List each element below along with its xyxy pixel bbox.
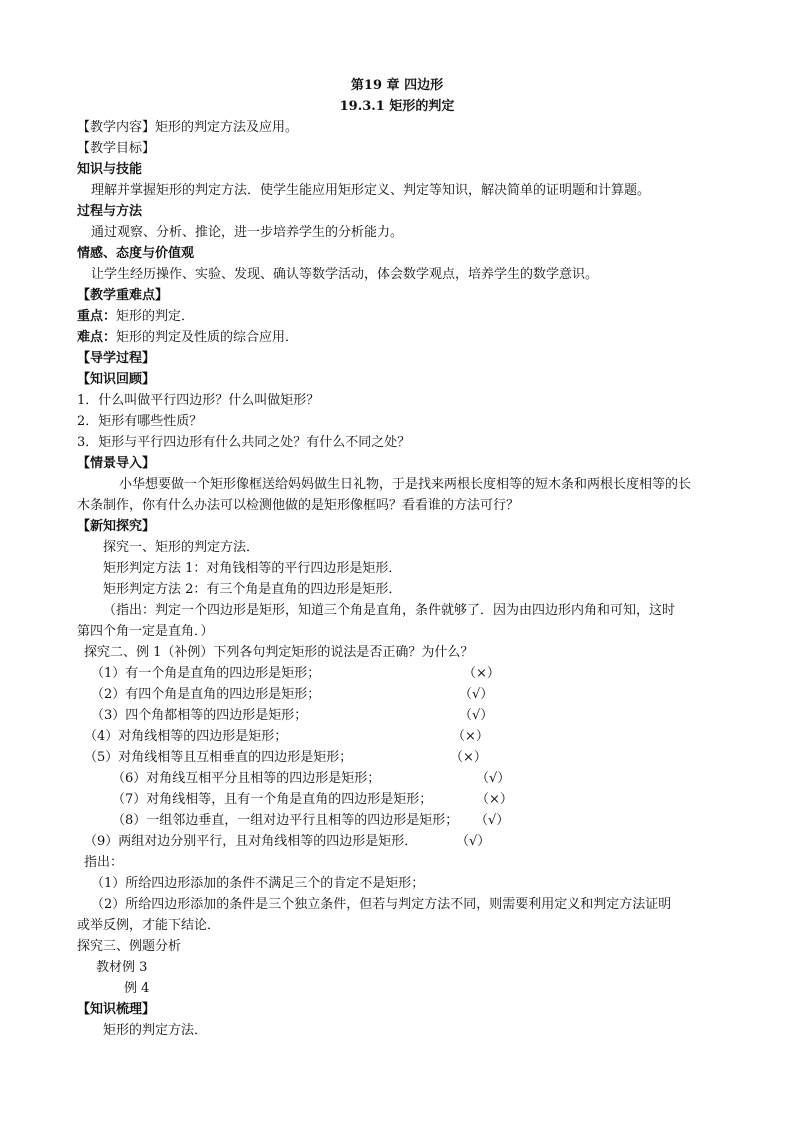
guide-heading: 【导学过程】: [77, 351, 156, 366]
knowledge-text: 理解并掌握矩形的判定方法．使学生能应用矩形定义、判定等知识，解决简单的证明题和计算题。: [91, 183, 651, 198]
process-text: 通过观察、分析、推论，进一步培养学生的分析能力。: [91, 225, 404, 240]
explore3-title: 探究三、例题分析: [77, 939, 182, 954]
keypoints-heading: 【教学重难点】: [77, 288, 169, 303]
judgment-item: （1）有一个角是直角的四边形是矩形；: [91, 666, 321, 681]
key-label: 重点：: [77, 309, 117, 324]
process-heading: 过程与方法: [77, 204, 143, 219]
difficult-point: [77, 327, 298, 348]
explore-heading: 【新知探究】: [77, 519, 156, 534]
judgment-mark: （×）: [476, 792, 513, 807]
review-item: 2．矩形有哪些性质？: [77, 414, 203, 429]
judgment-item: （7）对角线相等，且有一个角是直角的四边形是矩形；: [112, 792, 433, 807]
point-out-label: 指出：: [84, 855, 124, 870]
difficult-text: 矩形的判定及性质的综合应用．: [116, 330, 299, 345]
note-line: （指出：判定一个四边形是矩形，知道三个角是直角，条件就够了．因为由四边形内角和可知，这时: [103, 603, 676, 618]
note-line: 第四个角一定是直角．）: [77, 624, 214, 639]
judgment-mark: （√）: [459, 708, 494, 723]
point-item: 或举反例，才能下结论．: [77, 918, 221, 933]
judgment-item: （9）两组对边分别平行，且对角线相等的四边形是矩形．: [84, 834, 418, 849]
key-point: [77, 306, 194, 327]
example-4: 例 4: [124, 981, 150, 996]
review-item: 1．什么叫做平行四边形？什么叫做矩形？: [77, 393, 320, 408]
scenario-line: 小华想要做一个矩形像框送给妈妈做生日礼物，于是找来两根长度相等的短木条和两根长度相等的长: [119, 477, 692, 492]
judgment-item: （3）四个角都相等的四边形是矩形；: [91, 708, 308, 723]
method-1: 矩形判定方法 1：对角钱相等的平行四边形是矩形．: [103, 561, 402, 576]
judgment-mark: （√）: [475, 813, 510, 828]
key-text: 矩形的判定．: [116, 309, 195, 324]
goals-heading: 【教学目标】: [77, 141, 156, 156]
judgment-mark: （√）: [459, 687, 494, 702]
judgment-mark: （×）: [450, 750, 487, 765]
summary-heading: 【知识梳理】: [77, 1002, 156, 1017]
judgment-mark: （×）: [463, 666, 500, 681]
review-heading: 【知识回顾】: [77, 372, 156, 387]
difficult-label: 难点：: [77, 330, 117, 345]
section-title: 19.3.1 矩形的判定: [339, 99, 455, 114]
judgment-mark: （√）: [456, 834, 491, 849]
explore2-title: 探究二、例 1（补例）下列各句判定矩形的说法是否正确？为什么？: [84, 645, 474, 660]
emotion-heading: 情感、态度与价值观: [77, 246, 195, 261]
summary-text: 矩形的判定方法．: [103, 1023, 208, 1038]
teaching-content: 【教学内容】矩形的判定方法及应用。: [77, 120, 299, 135]
judgment-item: （6）对角线互相平分且相等的四边形是矩形；: [112, 771, 381, 786]
review-item: 3．矩形与平行四边形有什么共同之处？有什么不同之处？: [77, 435, 411, 450]
point-item: （1）所给四边形添加的条件不满足三个的肯定不是矩形；: [91, 876, 425, 891]
example-3: 教材例 3: [96, 960, 148, 975]
scenario-heading: 【情景导入】: [77, 456, 156, 471]
judgment-mark: （√）: [476, 771, 511, 786]
scenario-line: 木条制作，你有什么办法可以检测他做的是矩形像框吗？看看谁的方法可行？: [77, 498, 520, 513]
judgment-mark: （×）: [452, 729, 489, 744]
judgment-item: （8）一组邻边垂直，一组对边平行且相等的四边形是矩形；: [112, 813, 459, 828]
emotion-text: 让学生经历操作、实验、发现、确认等数学活动，体会数学观点，培养学生的数学意识。: [91, 267, 599, 282]
judgment-item: （2）有四个角是直角的四边形是矩形；: [91, 687, 321, 702]
judgment-item: （4）对角线相等的四边形是矩形；: [84, 729, 288, 744]
point-item: （2）所给四边形添加的条件是三个独立条件，但若与判定方法不同，则需要利用定义和判定方法证明: [91, 897, 672, 912]
method-2: 矩形判定方法 2：有三个角是直角的四边形是矩形．: [103, 582, 402, 597]
knowledge-heading: 知识与技能: [77, 162, 143, 177]
judgment-item: （5）对角线相等且互相垂直的四边形是矩形；: [84, 750, 353, 765]
chapter-title: 第19 章 四边形: [350, 78, 444, 93]
explore1-title: 探究一、矩形的判定方法．: [103, 540, 260, 555]
